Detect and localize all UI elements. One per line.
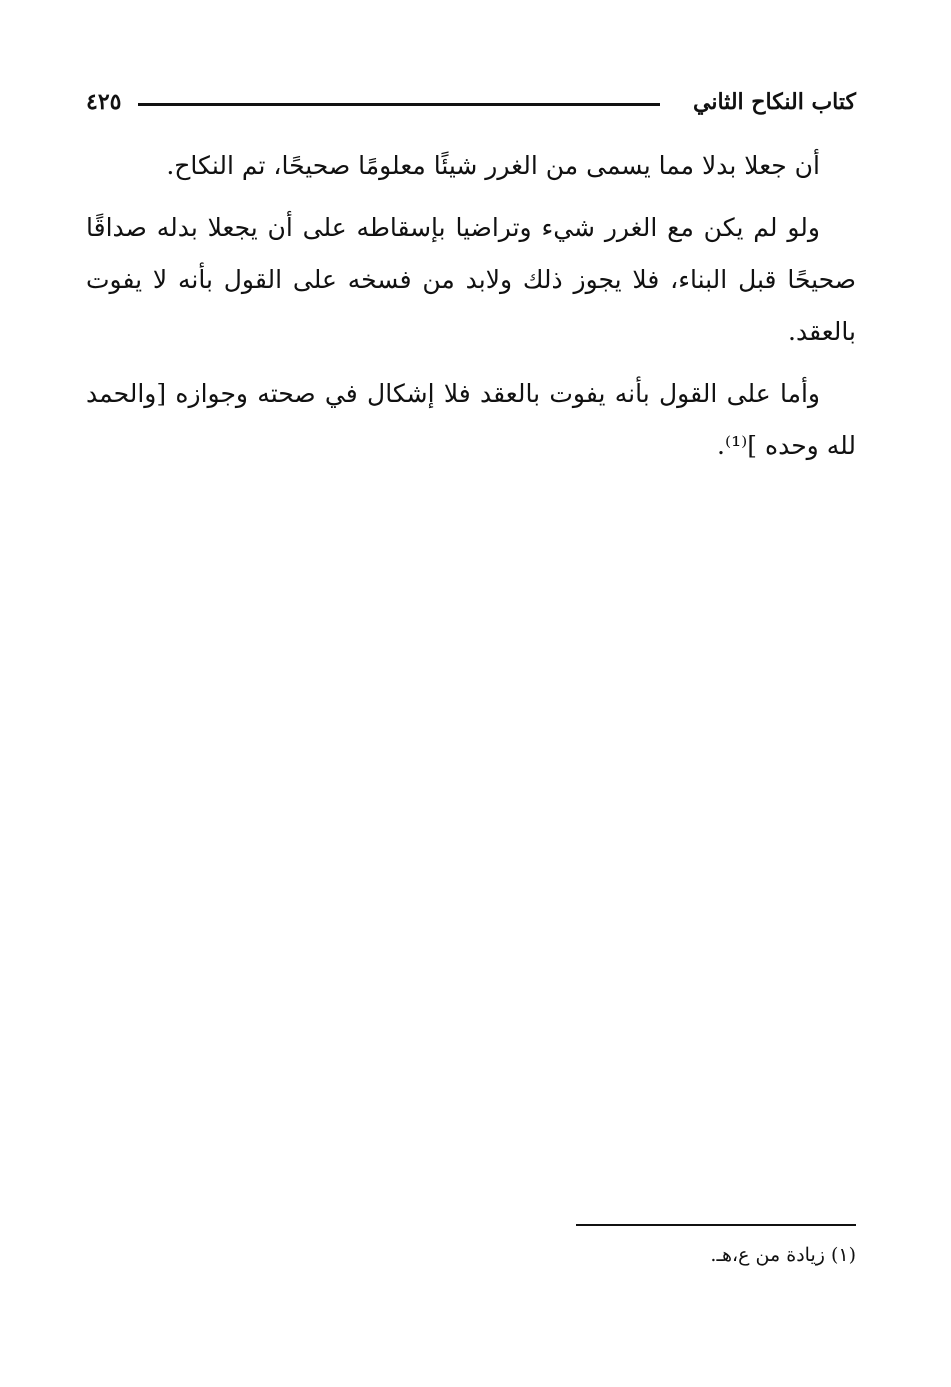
paragraph-2: ولو لم يكن مع الغرر شيء وتراضيا بإسقاطه على أن يجعلا بدله صداقًا صحيحًا قبل البناء، فلا يجوز ذلك ولابد من فسخه على القول بأنه لا يفوت بالعقد. xyxy=(86,213,856,346)
footnote-separator xyxy=(576,1224,856,1226)
main-text xyxy=(86,140,856,482)
page-header xyxy=(86,84,856,124)
running-title: كتاب النكاح الثاني xyxy=(693,89,856,115)
paragraph-1: أن جعلا بدلا مما يسمى من الغرر شيئًا معلومًا صحيحًا، تم النكاح. xyxy=(166,151,820,180)
page-number: ٤٢٥ xyxy=(86,89,122,115)
footnote-1: (١) زيادة من ع،هـ. xyxy=(710,1244,856,1266)
header-rule xyxy=(138,103,660,106)
paragraph-3: وأما على القول بأنه يفوت بالعقد فلا إشكال في صحته وجوازه [والحمد لله وحده ]⁽¹⁾. xyxy=(86,379,856,460)
